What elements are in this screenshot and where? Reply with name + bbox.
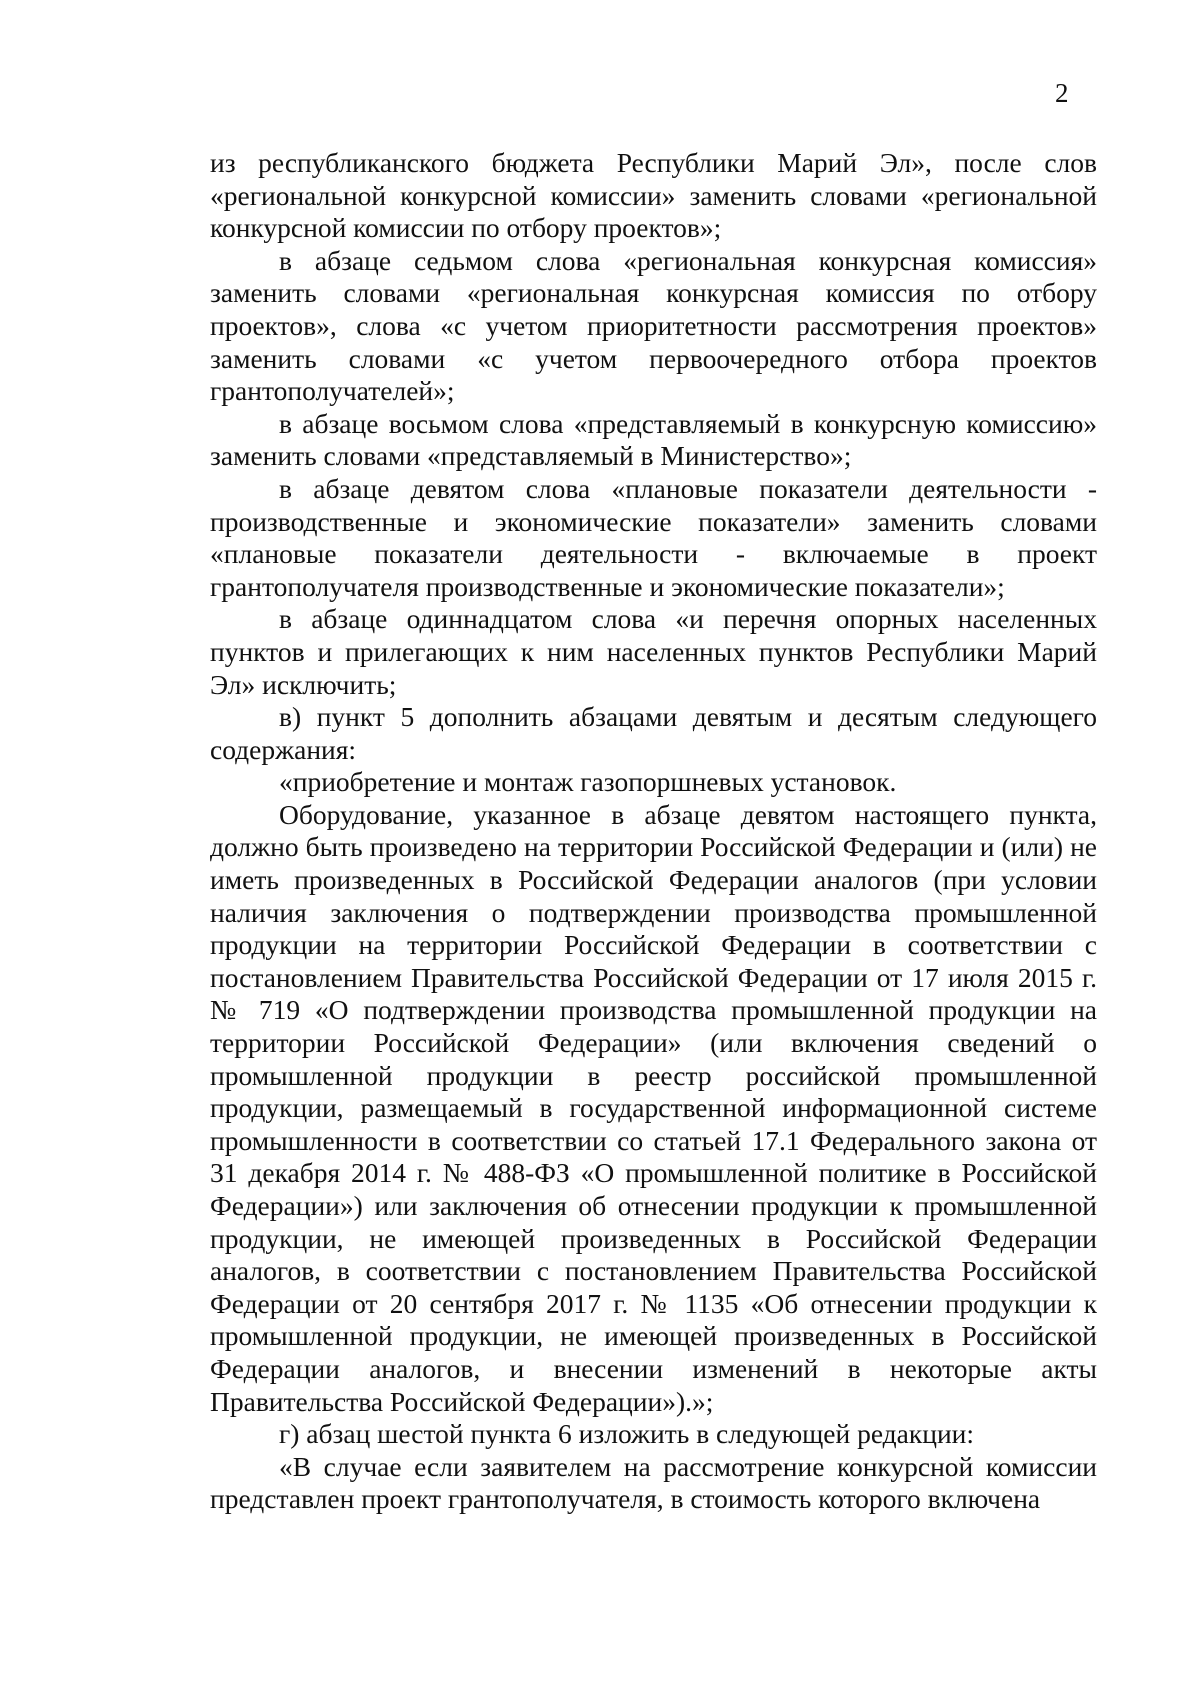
page-number: 2: [1055, 78, 1069, 108]
paragraph: «приобретение и монтаж газопоршневых установок.: [279, 766, 897, 798]
document-body: [210, 147, 1097, 1516]
paragraph: «В случае если заявителем на рассмотрение конкурсной комиссии представлен проект грантополучателя, в стоимость которого включена: [210, 1450, 1097, 1515]
paragraph: в абзаце седьмом слова «региональная конкурсная комиссия» заменить словами «региональная конкурсная комиссия по отбору проектов», слова «с учетом приоритетности рассмотрения проектов» заменить словами «с учетом первоочередного отбора проектов грантополучателей»;: [210, 244, 1097, 407]
paragraph: в абзаце одиннадцатом слова «и перечня опорных населенных пунктов и прилегающих к ним населенных пунктов Республики Марий Эл» исключить;: [210, 603, 1097, 700]
paragraph: Оборудование, указанное в абзаце девятом настоящего пункта, должно быть произведено на территории Российской Федерации и (или) не иметь произведенных в Российской Федерации аналогов (при условии наличия заключения о подтверждении производства промышленной продукции на территории Российской Федерации в соответствии с постановлением Правительства Российской Федерации от 17 июля 2015 г. № 719 «О подтверждении производства промышленной продукции на территории Российской Федерации» (или включения сведений о промышленной продукции в реестр российской промышленной продукции, размещаемый в государственной информационной системе промышленности в соответствии со статьей 17.1 Федерального закона от 31 декабря 2014 г. № 488-ФЗ «О промышленной политике в Российской Федерации») или заключения об отнесении продукции к промышленной продукции, не имеющей произведенных в Российской Федерации аналогов, в соответствии с постановлением Правительства Российской Федерации от 20 сентября 2017 г. № 1135 «Об отнесении продукции к промышленной продукции, не имеющей произведенных в Российской Федерации аналогов, и внесении изменений в некоторые акты Правительства Российской Федерации»).»;: [210, 798, 1097, 1417]
paragraph: в абзаце восьмом слова «представляемый в конкурсную комиссию» заменить словами «представляемый в Министерство»;: [210, 407, 1097, 472]
paragraph: г) абзац шестой пункта 6 изложить в следующей редакции:: [279, 1418, 975, 1450]
paragraph: из республиканского бюджета Республики Марий Эл», после слов «региональной конкурсной комиссии» заменить словами «региональной конкурсной комиссии по отбору проектов»;: [210, 147, 1097, 244]
paragraph: в) пункт 5 дополнить абзацами девятым и десятым следующего содержания:: [210, 701, 1097, 765]
paragraph: в абзаце девятом слова «плановые показатели деятельности - производственные и экономические показатели» заменить словами «плановые показатели деятельности - включаемые в проект грантополучателя производственные и экономические показатели»;: [210, 472, 1097, 602]
